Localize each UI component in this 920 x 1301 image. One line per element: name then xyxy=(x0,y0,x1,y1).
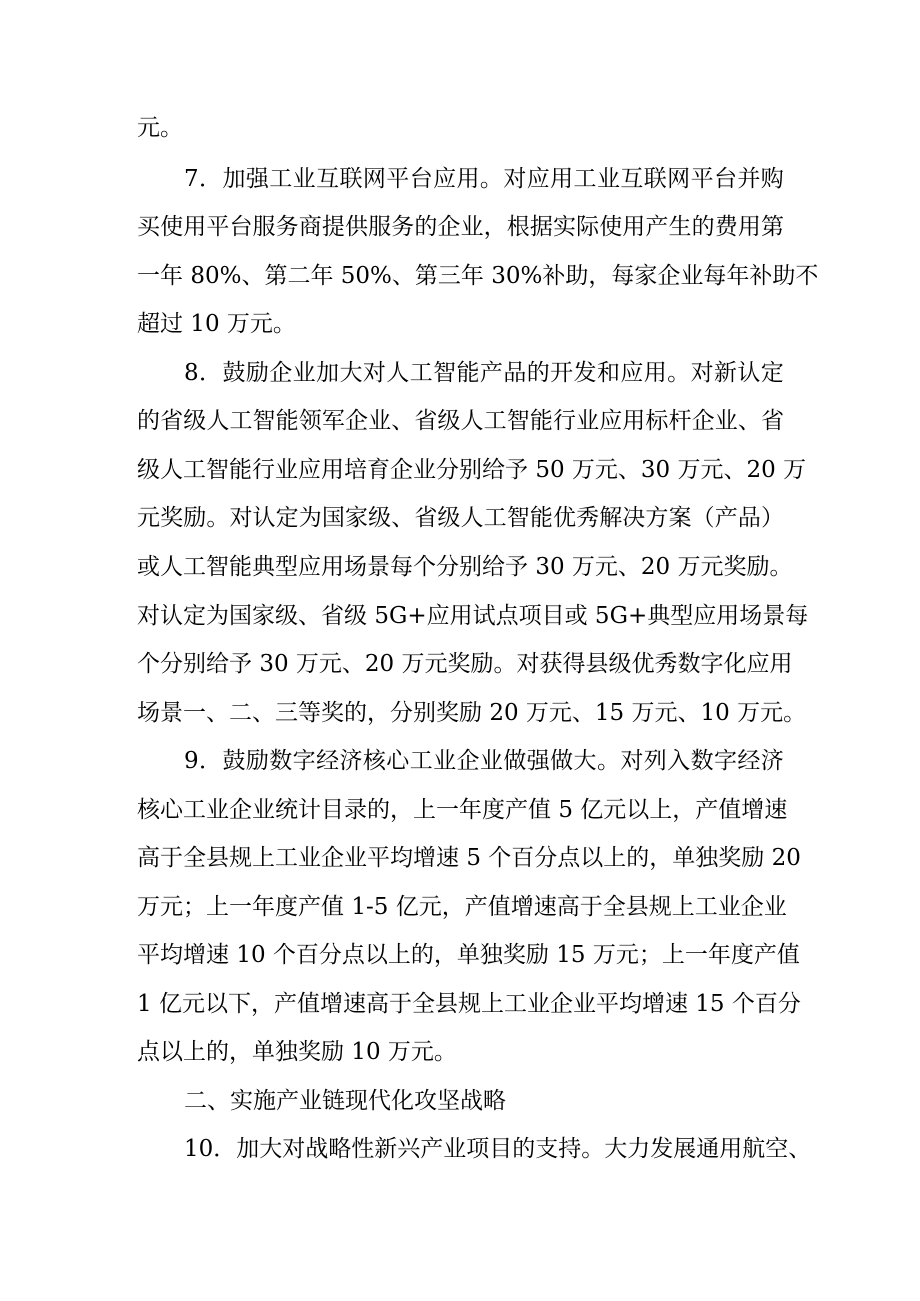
text-line: 7 ． 加 强 工 业 互 联 网 平 台 应 用 。 对 应 用 工 业 互 联 网 平 台 并 购 xyxy=(184,166,784,192)
text-line: 买 使 用 平 台 服 务 商 提 供 服 务 的 企 业 ， 根 据 实 际 使 用 产 生 的 费 用 第 xyxy=(137,214,784,240)
text-line: 1 亿 元 以 下 ， 产 值 增 速 高 于 全 县 规 上 工 业 企 业 平 均 增 速 1 5 个 百 分 xyxy=(137,991,801,1017)
text-line: 一 年 8 0 % 、 第 二 年 5 0 % 、 第 三 年 3 0 % 补 助 ， 每 家 企 业 每 年 补 助 不 xyxy=(137,263,819,289)
text-line: 核 心 工 业 企 业 统 计 目 录 的 ， 上 一 年 度 产 值 5 亿 元 以 上 ， 产 值 增 速 xyxy=(137,797,788,823)
section-heading: 二、实施产业链现代化攻坚战略 xyxy=(184,1088,506,1114)
text-line: 场 景 一 、 二 、 三 等 奖 的 ， 分 别 奖 励 2 0 万 元 、 1 5 万 元 、 1 0 万 元 。 xyxy=(137,700,807,726)
text-line: 平 均 增 速 1 0 个 百 分 点 以 上 的 ， 单 独 奖 励 1 5 万 元 ； 上 一 年 度 产 值 xyxy=(137,942,800,968)
text-line: 8 ． 鼓 励 企 业 加 大 对 人 工 智 能 产 品 的 开 发 和 应 用 。 对 新 认 定 xyxy=(184,360,784,386)
text-line: 点以上的，单独奖励 10 万元。 xyxy=(137,1039,457,1065)
text-line: 9 ． 鼓 励 数 字 经 济 核 心 工 业 企 业 做 强 做 大 。 对 列 入 数 字 经 济 xyxy=(184,748,784,774)
text-line: 对 认 定 为 国 家 级 、 省 级 5 G + 应 用 试 点 项 目 或 5 G + 典 型 应 用 场 景 每 xyxy=(137,603,809,629)
text-line: 元 奖 励 。 对 认 定 为 国 家 级 、 省 级 人 工 智 能 优 秀 解 决 方 案 （ 产 品 ） xyxy=(137,505,784,531)
text-line: 超过 10 万元。 xyxy=(137,311,296,337)
text-line: 高 于 全 县 规 上 工 业 企 业 平 均 增 速 5 个 百 分 点 以 上 的 ， 单 独 奖 励 2 0 xyxy=(137,845,801,871)
text-line: 或 人 工 智 能 典 型 应 用 场 景 每 个 分 别 给 予 3 0 万 元 、 2 0 万 元 奖 励 。 xyxy=(137,554,793,580)
text-line: 1 0 ． 加 大 对 战 略 性 新 兴 产 业 项 目 的 支 持 。 大 力 发 展 通 用 航 空 、 xyxy=(184,1136,812,1162)
text-line: 的 省 级 人 工 智 能 领 军 企 业 、 省 级 人 工 智 能 行 业 应 用 标 杆 企 业 、 省 xyxy=(137,408,784,434)
text-line: 个 分 别 给 予 3 0 万 元 、 2 0 万 元 奖 励 。 对 获 得 县 级 优 秀 数 字 化 应 用 xyxy=(137,651,793,677)
text-line: 级 人 工 智 能 行 业 应 用 培 育 企 业 分 别 给 予 5 0 万 元 、 3 0 万 元 、 2 0 万 xyxy=(137,457,807,483)
text-line: 万 元 ； 上 一 年 度 产 值 1 - 5 亿 元 ， 产 值 增 速 高 于 全 县 规 上 工 业 企 业 xyxy=(137,894,787,920)
text-line: 元。 xyxy=(137,115,183,141)
